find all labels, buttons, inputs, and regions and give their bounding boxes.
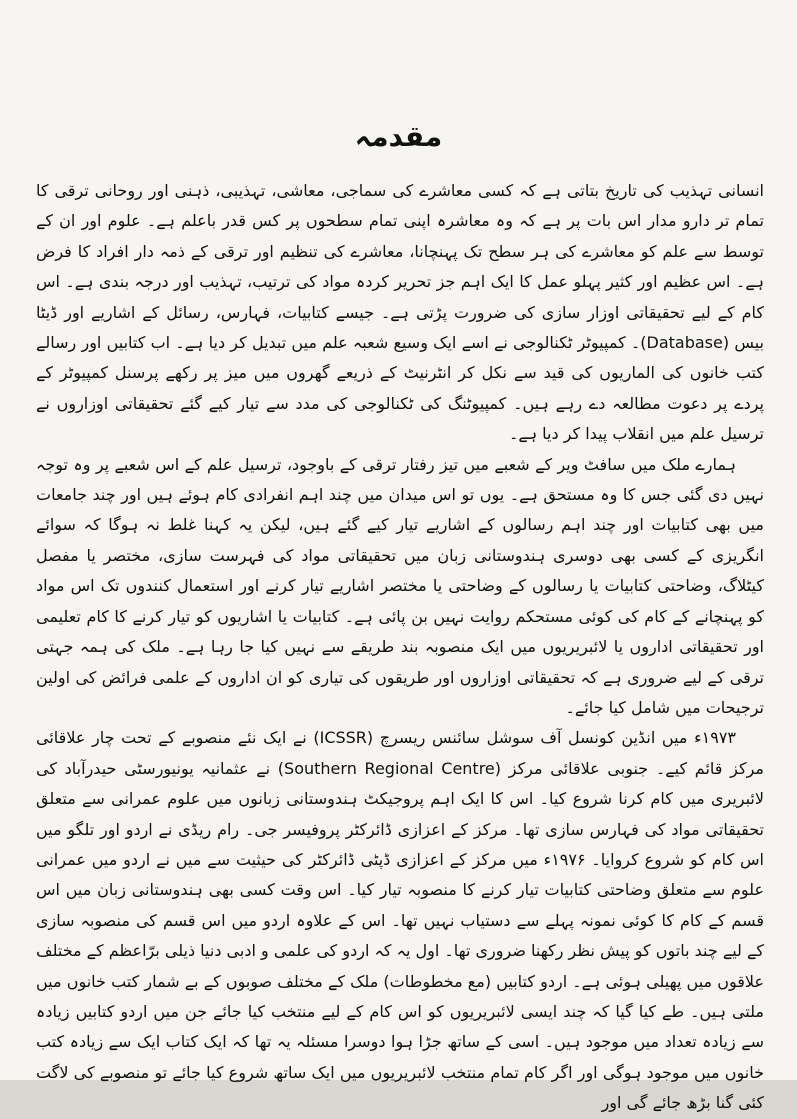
paragraph-1: انسانی تہذیب کی تاریخ بتاتی ہے کہ کسی معاشرے کی سماجی، معاشی، تہذیبی، ذہنی اور روحانی ترقی کا تمام تر دارو مدار اس بات پر ہے کہ وہ معاشرہ اپنی تمام سطحوں پر کس قدر باعلم ہے۔ علوم اور ان کے توسط سے علم کو معاشرے کی ہر سطح تک پہنچانا، معاشرے کی تنظیم اور ترقی کے ذمہ دار افراد کا فرض ہے۔ اس عظیم اور کثیر پہلو عمل کا ایک اہم جز تحریر کردہ مواد کی ترتیب، تہذیب اور درجہ بندی ہے۔ اس کام کے لیے تحقیقاتی اوزار سازی کی ضرورت پڑتی ہے۔ جیسے کتابیات، فہارس، رسائل کے اشاریے اور ڈیٹا بیس (Database)۔ کمپیوٹر ٹکنالوجی نے اسے ایک وسیع شعبہ علم میں تبدیل کر دیا ہے۔ اب کتابیں اور رسالے کتب خانوں کی الماریوں کی قید سے نکل کر انٹرنیٹ کے ذریعے گھروں میں میز پر رکھے پرسنل کمپیوٹر کے پردے پر دعوت مطالعہ دے رہے ہیں۔ کمپیوٹنگ کی ٹکنالوجی کی مدد سے تیار کیے گئے تحقیقاتی اوزاروں نے ترسیل علم میں انقلاب پیدا کر دیا ہے۔	[36, 181, 764, 444]
paragraph-2: ہمارے ملک میں سافٹ ویر کے شعبے میں تیز رفتار ترقی کے باوجود، ترسیل علم کے اس شعبے پر وہ توجہ نہیں دی گئی جس کا وہ مستحق ہے۔ یوں تو اس میدان میں چند اہم انفرادی کام ہوئے ہیں اور چند جامعات میں بھی کتابیات اور چند اہم رسالوں کے اشاریے تیار کیے گئے ہیں، لیکن یہ کہنا غلط نہ ہوگا کہ سوائے انگریزی کے کسی بھی دوسری ہندوستانی زبان میں تحقیقاتی مواد کی فہرست سازی، مختصر یا مفصل کیٹلاگ، وضاحتی کتابیات یا رسالوں کے وضاحتی یا مختصر اشاریے تیار کرنے اور استعمال کنندوں تک اس مواد کو پہنچانے کے کام کی کوئی مستحکم روایت نہیں بن پائی ہے۔ کتابیات یا اشاریوں کو تیار کرنے کا کام تعلیمی اور تحقیقاتی اداروں یا لائبریریوں میں ایک منصوبہ بند طریقے سے نہیں کیا جا رہا ہے۔ ملک کی ہمہ جہتی ترقی کے لیے ضروری ہے کہ تحقیقاتی اوزاروں اور طریقوں کی تیاری کو ان اداروں کے علمی فرائض کی اولین ترجیحات میں شامل کیا جائے۔	[36, 454, 764, 717]
paragraph-3: ۱۹۷۳ء میں انڈین کونسل آف سوشل سائنس ریسرچ (ICSSR) نے ایک نئے منصوبے کے تحت چار علاقائی مرکز قائم کیے۔ جنوبی علاقائی مرکز (Southern Regional Centre) نے عثمانیہ یونیورسٹی حیدرآباد کی لائبریری میں کام کرنا شروع کیا۔ اس کا ایک اہم پروجیکٹ ہندوستانی زبانوں میں علوم عمرانی سے متعلق تحقیقاتی مواد کی فہارس سازی تھا۔ مرکز کے اعزازی ڈائرکٹر پروفیسر جی۔ رام ریڈی نے اردو اور تلگو میں اس کام کو شروع کروایا۔ ۱۹۷۶ء میں مرکز کے اعزازی ڈپٹی ڈائرکٹر کی حیثیت سے میں نے اردو میں عمرانی علوم سے متعلق وضاحتی کتابیات تیار کرنے کا منصوبہ تیار کیا۔ اس وقت کسی بھی ہندوستانی زبان میں اس قسم کے کام کا کوئی نمونہ پہلے سے دستیاب نہیں تھا۔ اس کے علاوہ اردو میں اس قسم کی منصوبہ سازی کے لیے چند باتوں کو پیش نظر رکھنا ضروری تھا۔ اول یہ کہ اردو کی علمی و ادبی دنیا ذیلی برّاعظم کے مختلف علاقوں میں پھیلی ہوئی ہے۔ اردو کتابیں (مع مخطوطات) ملک کے مختلف صوبوں کے بے شمار کتب خانوں میں ملتی ہیں۔ طے کیا گیا کہ چند ایسی لائبریریوں کو اس کام کے لیے منتخب کیا جائے جن میں اردو کتابیں زیادہ سے زیادہ تعداد میں موجود ہیں۔ اسی کے ساتھ جڑا ہوا دوسرا مسئلہ یہ تھا کہ ایک کتاب ایک سے زیادہ کتب خانوں میں موجود ہوگی اور اگر کام تمام منتخب لائبریریوں میں ایک ساتھ شروع کیا جائے تو منصوبے کی لاگت کئی گنا بڑھ جائے گی اور	[36, 728, 764, 1113]
body-text	[36, 176, 764, 1119]
page-title: مقدمہ	[354, 120, 443, 153]
